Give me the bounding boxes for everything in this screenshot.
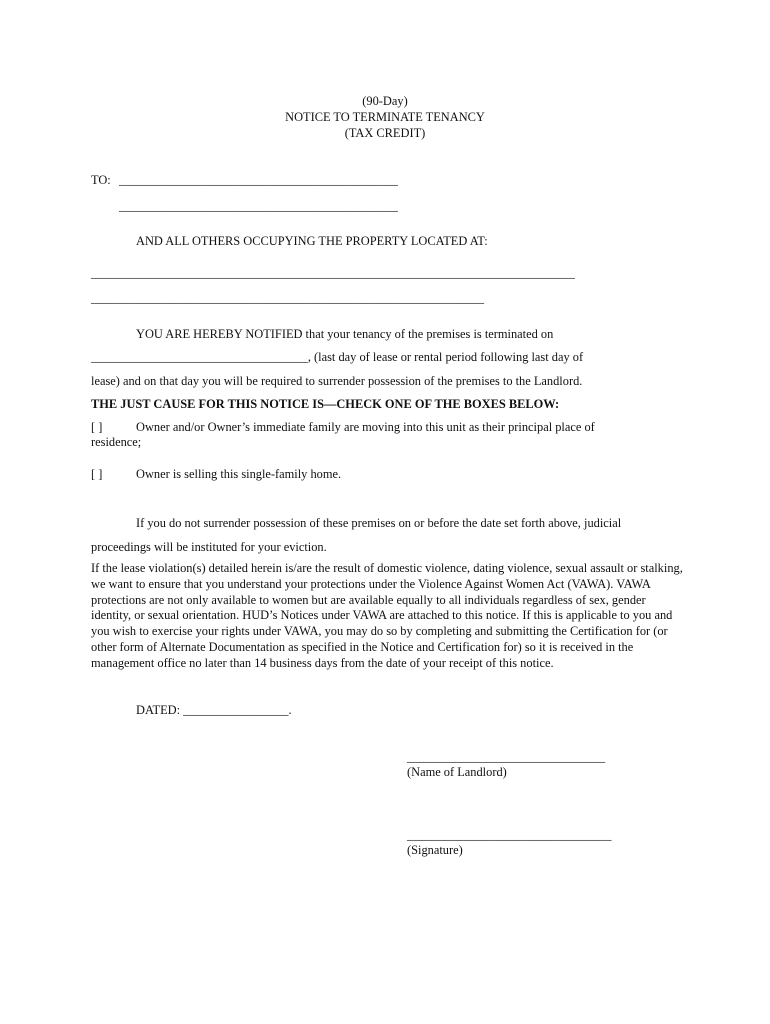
- dated-row: [136, 703, 292, 718]
- checkbox-owner-selling[interactable]: [ ]: [91, 467, 103, 481]
- address-line-2[interactable]: _________________________________________________________________: [91, 291, 485, 305]
- surrender-line-1: If you do not surrender possession of these premises on or before the date set forth above, judicial: [136, 516, 622, 530]
- signature-label: (Signature): [407, 843, 463, 857]
- date-blank[interactable]: _________________.: [183, 703, 292, 717]
- form-type: (TAX CREDIT): [344, 126, 426, 140]
- form-title: NOTICE TO TERMINATE TENANCY: [285, 110, 485, 124]
- surrender-line-2: proceedings will be instituted for your eviction.: [91, 540, 327, 554]
- notice-line-1: YOU ARE HEREBY NOTIFIED that your tenancy of the premises is terminated on: [136, 327, 554, 341]
- landlord-name-line[interactable]: ________________________________: [407, 750, 606, 764]
- checkbox-owner-moving-in[interactable]: [ ]: [91, 420, 103, 434]
- just-cause-option-2: [91, 467, 341, 482]
- notice-line-3: lease) and on that day you will be required to surrender possession of the premises to the Landlord.: [91, 374, 583, 388]
- option-2-text: Owner is selling this single-family home.: [136, 467, 342, 481]
- vawa-paragraph: If the lease violation(s) detailed herein is/are the result of domestic violence, dating violence, sexual assault or stalking, we want to ensure that you understand your protections under the Violence Against Women Act (VAWA). VAWA protections are not only available to women but are available equally to all individuals regardless of sex, gender identity, or sexual orientation. HUD’s Notices under VAWA are attached to this notice. If this is applicable to you and you wish to exercise your rights under VAWA, you may do so by completing and submitting the Certification for (or other form of Alternate Documentation as specified in the Notice and Certification for) so it is received in the management office no later than 14 business days from the date of your receipt of this notice.: [91, 561, 683, 670]
- just-cause-heading: THE JUST CAUSE FOR THIS NOTICE IS—CHECK ONE OF THE BOXES BELOW:: [91, 397, 560, 411]
- occupants-statement: AND ALL OTHERS OCCUPYING THE PROPERTY LOCATED AT:: [136, 234, 488, 248]
- notice-line-2: [91, 350, 583, 365]
- landlord-name-label: (Name of Landlord): [407, 765, 507, 779]
- form-subtitle: (90-Day): [362, 94, 408, 108]
- just-cause-option-1: [91, 420, 595, 435]
- signature-line[interactable]: _________________________________: [407, 828, 612, 842]
- option-1-text-continued: residence;: [91, 435, 142, 449]
- option-1-text: Owner and/or Owner’s immediate family are moving into this unit as their principal place of: [136, 420, 595, 434]
- to-label: TO:: [91, 173, 111, 187]
- dated-label: DATED:: [136, 703, 181, 717]
- address-line-1[interactable]: ________________________________________________________________________________: [91, 266, 575, 280]
- notice-line-2-text: , (last day of lease or rental period following last day of: [307, 350, 584, 364]
- recipient-line-2[interactable]: _____________________________________________: [119, 199, 398, 213]
- termination-date-blank[interactable]: ___________________________________: [91, 350, 308, 364]
- recipient-line-1[interactable]: _____________________________________________: [119, 173, 398, 187]
